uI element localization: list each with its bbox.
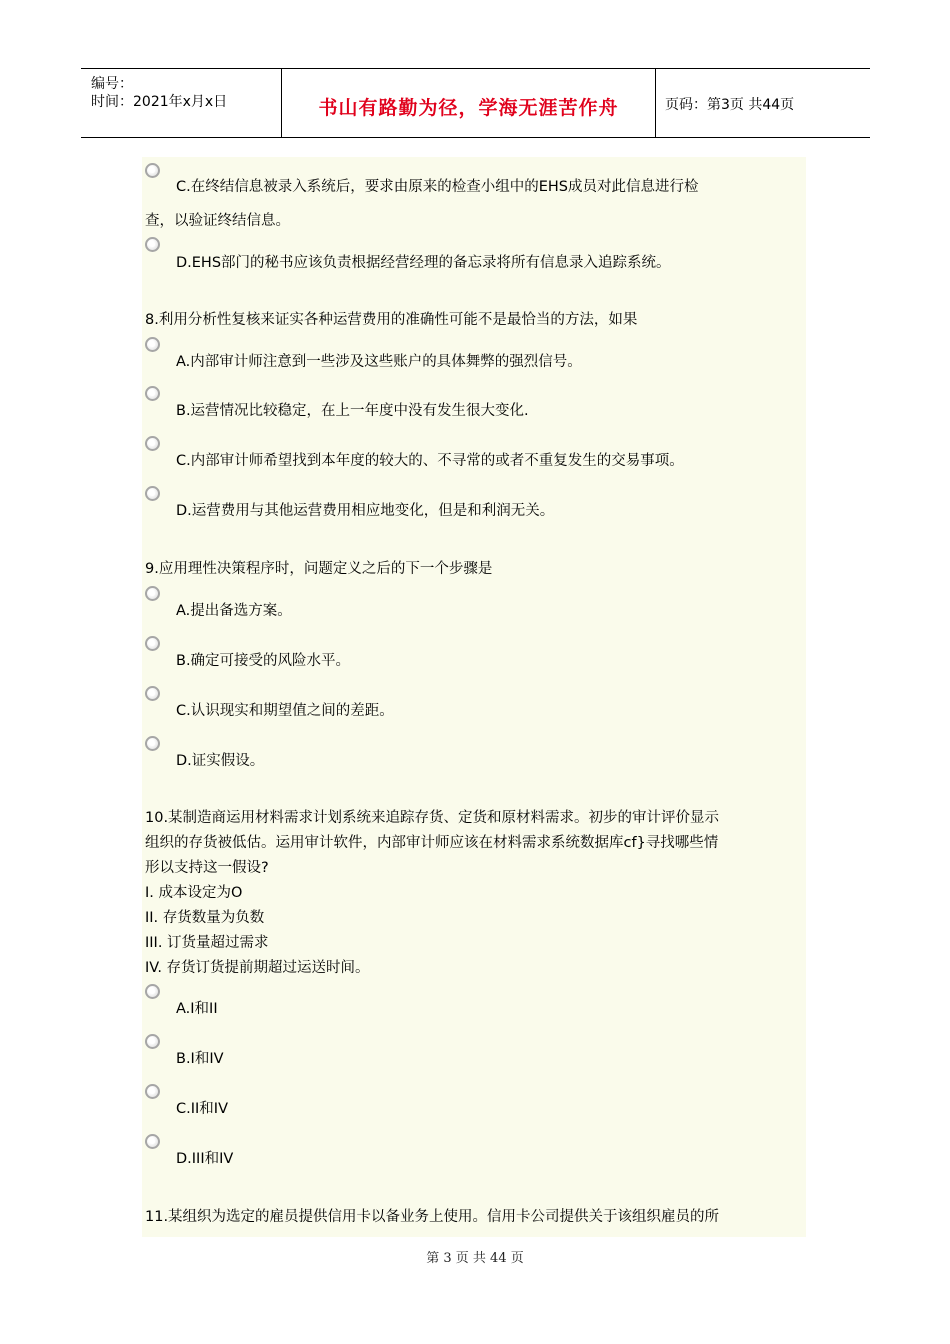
q10-option-c-text: C.II和IV (176, 1101, 228, 1117)
q10-option-a-text: A.I和II (176, 1001, 218, 1017)
q10-item: III. 订货量超过需求 (145, 935, 269, 951)
q10-stem-line: 组织的存货被低估。运用审计软件，内部审计师应该在材料需求系统数据库cf}寻找哪些情 (145, 835, 719, 851)
header-motto: 书山有路勤为径，学海无涯苦作舟 (318, 97, 619, 119)
radio-q10-option-c[interactable] (145, 1084, 160, 1099)
radio-q10-option-b[interactable] (145, 1034, 160, 1049)
q10-stem-line: 10.某制造商运用材料需求计划系统来追踪存货、定货和原材料需求。初步的审计评价显示 (145, 810, 720, 826)
radio-q8-option-d[interactable] (145, 486, 160, 501)
radio-q9-option-b[interactable] (145, 636, 160, 651)
header-page-cell (655, 69, 870, 137)
q10-item: I. 成本设定为O (145, 885, 243, 901)
q8-option-d-text: D.运营费用与其他运营费用相应地变化，但是和利润无关。 (176, 503, 555, 519)
q10-item: IV. 存货订货提前期超过运送时间。 (145, 960, 370, 976)
q10-option-b-text: B.I和IV (176, 1051, 224, 1067)
radio-q10-option-d[interactable] (145, 1134, 160, 1149)
document-time-label: 时间：2021年x月x日 (91, 94, 228, 110)
q7-option-c-text-cont: 查，以验证终结信息。 (145, 213, 290, 229)
radio-q10-option-a[interactable] (145, 984, 160, 999)
q9-option-d-text: D.证实假设。 (176, 753, 265, 769)
q9-option-b-text: B.确定可接受的风险水平。 (176, 653, 351, 669)
q10-item: II. 存货数量为负数 (145, 910, 265, 926)
radio-q8-option-b[interactable] (145, 386, 160, 401)
page-header (81, 68, 870, 138)
q11-stem: 11.某组织为选定的雇员提供信用卡以备业务上使用。信用卡公司提供关于该组织雇员的所 (145, 1209, 720, 1225)
q10-option-d-text: D.III和IV (176, 1151, 234, 1167)
q7-option-d-text: D.EHS部门的秘书应该负责根据经营经理的备忘录将所有信息录入追踪系统。 (176, 255, 671, 271)
radio-q9-option-d[interactable] (145, 736, 160, 751)
q8-option-a-text: A.内部审计师注意到一些涉及这些账户的具体舞弊的强烈信号。 (176, 354, 582, 370)
q8-stem: 8.利用分析性复核来证实各种运营费用的准确性可能不是最恰当的方法，如果 (145, 312, 638, 328)
header-page-info: 页码：第3页 共44页 (665, 97, 795, 113)
q9-option-c-text: C.认识现实和期望值之间的差距。 (176, 703, 394, 719)
q10-stem-line: 形以支持这一假设? (145, 860, 269, 876)
q9-stem: 9.应用理性决策程序时，问题定义之后的下一个步骤是 (145, 561, 493, 577)
q7-option-c-text: C.在终结信息被录入系统后，要求由原来的检查小组中的EHS成员对此信息进行检 (176, 179, 699, 195)
radio-q9-option-a[interactable] (145, 586, 160, 601)
q8-option-c-text: C.内部审计师希望找到本年度的较大的、不寻常的或者不重复发生的交易事项。 (176, 453, 684, 469)
document-number-label: 编号： (91, 76, 133, 92)
radio-q8-option-a[interactable] (145, 337, 160, 352)
radio-q7-option-d[interactable] (145, 237, 160, 252)
header-meta-cell (81, 69, 281, 137)
radio-q7-option-c[interactable] (145, 163, 160, 178)
q8-option-b-text: B.运营情况比较稳定，在上一年度中没有发生很大变化. (176, 403, 529, 419)
q9-option-a-text: A.提出备选方案。 (176, 603, 292, 619)
radio-q8-option-c[interactable] (145, 436, 160, 451)
header-motto-cell (281, 69, 656, 137)
page-footer: 第 3 页 共 44 页 (426, 1251, 524, 1266)
radio-q9-option-c[interactable] (145, 686, 160, 701)
